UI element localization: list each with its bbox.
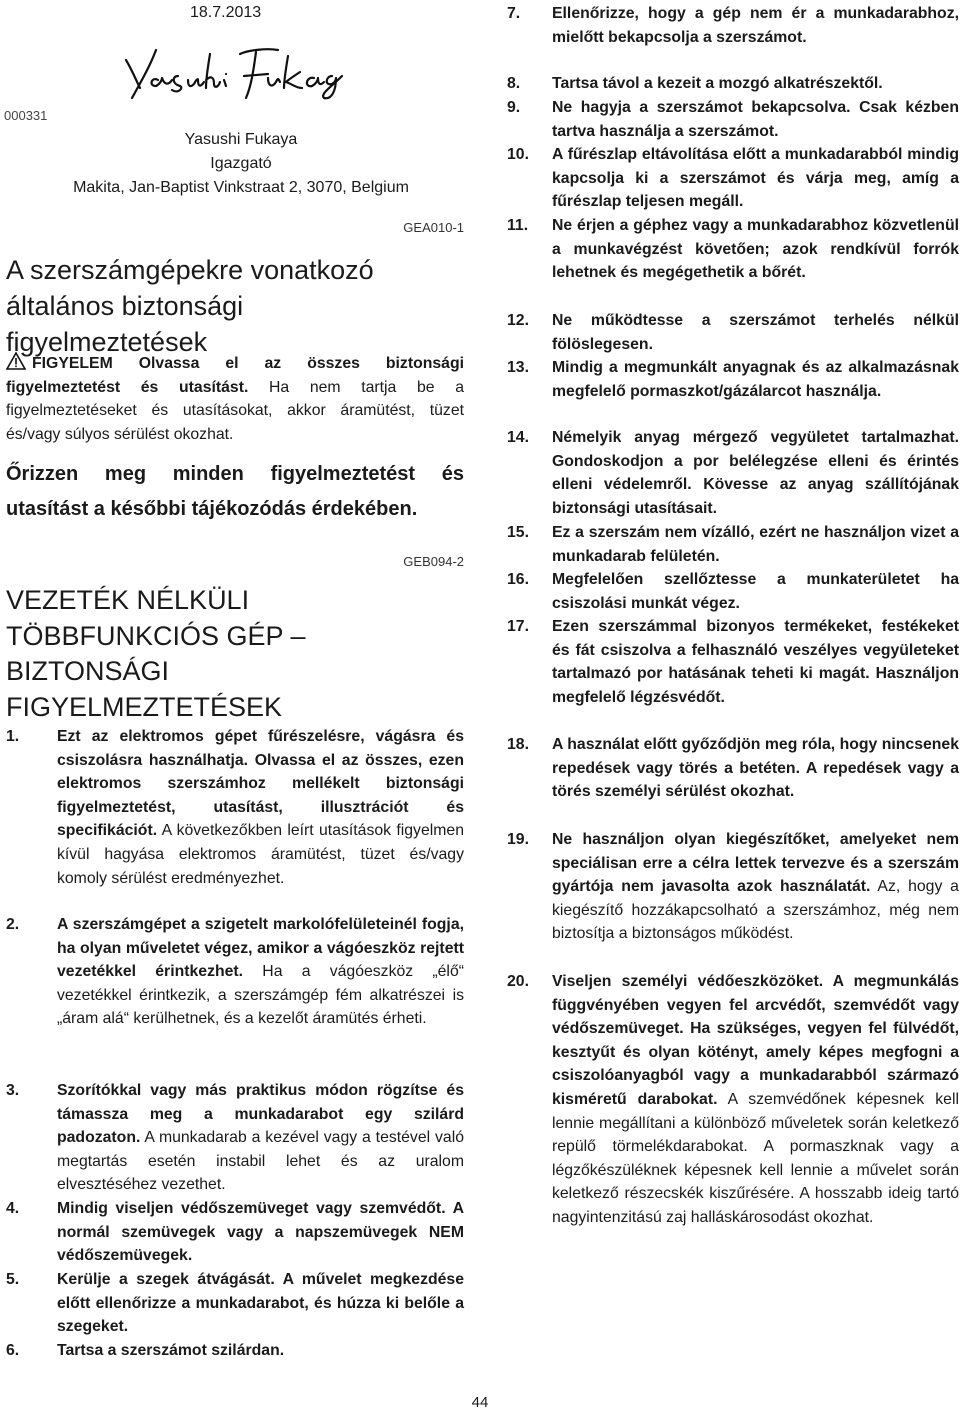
signature — [118, 36, 348, 104]
doc-id: 000331 — [4, 108, 48, 123]
warning-label: FIGYELEM — [32, 355, 113, 372]
specific-code: GEB094-2 — [403, 554, 464, 569]
address: Makita, Jan-Baptist Vinkstraat 2, 3070, Belgium — [73, 179, 409, 196]
signatory-name: Yasushi Fukaya — [184, 131, 298, 148]
warning-bold-text: Olvassa el az összes biztonsági figyelmeztetést és utasítást. — [6, 355, 464, 396]
warning-triangle-icon — [6, 352, 26, 370]
general-title: A szerszámgépekre vonatkozó általános biztonsági figyelmeztetések — [6, 255, 374, 357]
general-warning — [6, 352, 464, 446]
keep-notice: Őrizzen meg minden figyelmeztetést és utasítást a későbbi tájékozódás érdekében. — [6, 463, 464, 520]
specific-title: VEZETÉK NÉLKÜLI TÖBBFUNKCIÓS GÉP – BIZTONSÁGI FIGYELMEZTETÉSEK — [6, 585, 306, 722]
general-code: GEA010-1 — [403, 220, 464, 235]
page-number: 44 — [471, 1394, 489, 1411]
warning-text: Ha nem tartja be a figyelmeztetéseket és utasításokat, akkor áramütést, tüzet és/vagy súlyos sérülést okozhat. — [6, 378, 464, 443]
date: 18.7.2013 — [190, 4, 262, 21]
signatory-title: Igazgató — [210, 155, 272, 172]
